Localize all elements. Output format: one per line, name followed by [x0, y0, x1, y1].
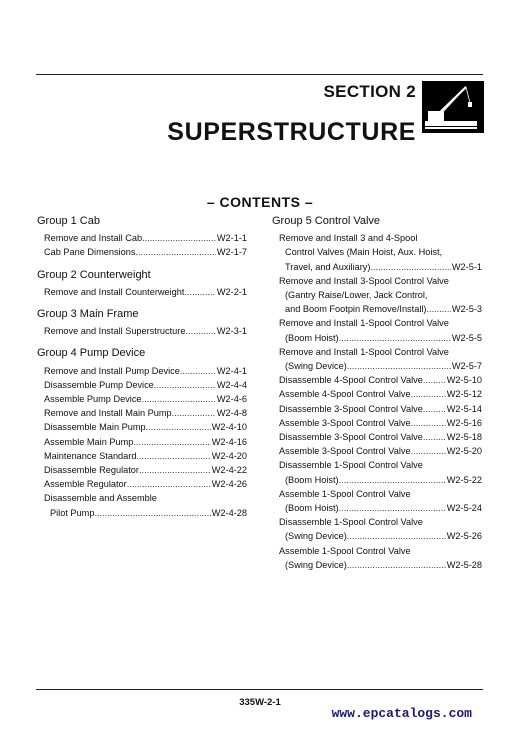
toc-entry-title: Cab Pane Dimensions [44, 247, 136, 258]
toc-entry-title: Remove and Install 3-Spool Control Valve [279, 275, 449, 286]
crane-icon [422, 81, 484, 133]
toc-page-ref: W2-2-1 [216, 286, 247, 297]
toc-entry-title: Assemble 3-Spool Control Valve [279, 446, 411, 457]
toc-entry[interactable] [37, 364, 247, 378]
toc-group-heading: Group 4 Pump Device [37, 347, 146, 360]
dot-leader [94, 506, 210, 520]
dot-leader [184, 285, 215, 299]
toc-entry[interactable] [272, 416, 482, 430]
toc-page-ref: W2-4-1 [216, 365, 247, 376]
dot-leader [339, 501, 446, 515]
toc-page-ref: W2-5-5 [451, 332, 482, 343]
dot-leader [127, 477, 211, 491]
toc-entry[interactable] [37, 477, 247, 491]
dot-leader [139, 463, 211, 477]
toc-entry[interactable] [272, 544, 482, 572]
toc-entry-title: Disassemble 4-Spool Control Valve [279, 375, 423, 386]
toc-entry[interactable] [37, 449, 247, 463]
toc-entry-title: (Boom Hoist) [285, 474, 339, 485]
dot-leader [154, 378, 216, 392]
toc-entry[interactable] [37, 392, 247, 406]
toc-entry[interactable] [272, 402, 482, 416]
toc-entry[interactable] [272, 430, 482, 444]
toc-group-heading: Group 3 Main Frame [37, 308, 139, 321]
dot-leader [347, 529, 446, 543]
dot-leader [370, 260, 450, 274]
dot-leader [347, 558, 446, 572]
toc-page-ref: W2-4-28 [211, 507, 247, 518]
dot-leader [180, 364, 216, 378]
toc-entry[interactable] [272, 458, 482, 486]
toc-entry-title: Disassemble 3-Spool Control Valve [279, 403, 423, 414]
dot-leader [426, 302, 450, 316]
dot-leader [347, 359, 451, 373]
toc-entry[interactable] [272, 387, 482, 401]
toc-entry[interactable] [272, 274, 482, 317]
toc-entry-title: Assemble 3-Spool Control Valve [279, 417, 411, 428]
toc-entry-title: (Boom Hoist) [285, 503, 339, 514]
toc-page-ref: W2-4-26 [211, 479, 247, 490]
toc-page-ref: W2-5-22 [446, 474, 482, 485]
toc-entry-title: Disassemble Pump Device [44, 379, 154, 390]
toc-entry-title: Disassemble and Assemble [44, 493, 157, 504]
dot-leader [133, 435, 210, 449]
dot-leader [423, 373, 446, 387]
dot-leader [172, 406, 216, 420]
dot-leader [423, 430, 446, 444]
toc-entry[interactable] [37, 435, 247, 449]
dot-leader [411, 387, 446, 401]
toc-page-ref: W2-5-20 [446, 446, 482, 457]
toc-entry-title: Travel, and Auxiliary) [285, 261, 371, 272]
toc-entry-title: (Swing Device) [285, 559, 347, 570]
toc-page-ref: W2-3-1 [216, 326, 247, 337]
watermark: www.epcatalogs.com [331, 706, 472, 721]
toc-entry-title: Remove and Install Counterweight [44, 286, 185, 297]
toc-entry-title: Remove and Install 1-Spool Control Valve [279, 346, 449, 357]
toc-entry-title: Disassemble 1-Spool Control Valve [279, 460, 423, 471]
toc-page-ref: W2-5-18 [446, 432, 482, 443]
toc-page-ref: W2-4-8 [216, 408, 247, 419]
toc-entry[interactable] [272, 373, 482, 387]
dot-leader [423, 402, 446, 416]
toc-page-ref: W2-5-7 [451, 361, 482, 372]
toc-page-ref: W2-1-7 [216, 247, 247, 258]
toc-left-column [37, 214, 247, 520]
toc-page-ref: W2-1-1 [216, 233, 247, 244]
section-label: SECTION 2 [323, 82, 416, 101]
toc-entry-title: Disassemble 1-Spool Control Valve [279, 517, 423, 528]
toc-entry-title: Assemble 4-Spool Control Valve [279, 389, 411, 400]
toc-right-column [272, 214, 482, 572]
toc-group-heading: Group 2 Counterweight [37, 268, 151, 281]
toc-entry-title: Disassemble 3-Spool Control Valve [279, 432, 423, 443]
toc-entry-title: Remove and Install 3 and 4-Spool [279, 233, 418, 244]
dot-leader [142, 392, 216, 406]
toc-page-ref: W2-5-12 [446, 389, 482, 400]
dot-leader [136, 449, 210, 463]
toc-entry-title: Control Valves (Main Hoist, Aux. Hoist, [285, 247, 443, 258]
toc-page-ref: W2-4-16 [211, 436, 247, 447]
toc-page-ref: W2-4-4 [216, 379, 247, 390]
dot-leader [339, 473, 446, 487]
toc-page-ref: W2-5-26 [446, 531, 482, 542]
toc-entry-title: Assemble 1-Spool Control Valve [279, 488, 411, 499]
toc-group-heading: Group 5 Control Valve [272, 215, 381, 227]
toc-page-ref: W2-4-6 [216, 394, 247, 405]
toc-entry-title: Disassemble Regulator [44, 465, 139, 476]
contents-heading: – CONTENTS – [206, 194, 314, 210]
toc-page-ref: W2-5-14 [446, 403, 482, 414]
toc-entry-title: Assemble Main Pump [44, 436, 134, 447]
toc-entry[interactable] [272, 444, 482, 458]
toc-entry-title: Disassemble Main Pump [44, 422, 146, 433]
toc-entry[interactable] [272, 231, 482, 274]
toc-entry[interactable] [272, 487, 482, 515]
toc-entry-title: (Swing Device) [285, 361, 347, 372]
dot-leader [339, 331, 451, 345]
page-number: 335W-2-1 [239, 697, 281, 708]
toc-page-ref: W2-4-10 [211, 422, 247, 433]
toc-entry[interactable] [37, 378, 247, 392]
toc-entry[interactable] [37, 420, 247, 434]
toc-page-ref: W2-4-22 [211, 465, 247, 476]
toc-entry-title: Remove and Install Pump Device [44, 365, 180, 376]
toc-page-ref: W2-5-16 [446, 417, 482, 428]
toc-entry[interactable] [272, 515, 482, 543]
top-rule [36, 74, 483, 75]
toc-entry-title: (Boom Hoist) [285, 332, 339, 343]
toc-entry[interactable] [37, 491, 247, 519]
dot-leader [411, 444, 446, 458]
toc-entry[interactable] [37, 231, 247, 245]
toc-entry-title: Pilot Pump [50, 507, 95, 518]
toc-entry[interactable] [37, 324, 247, 338]
bottom-rule [36, 689, 483, 690]
toc-page-ref: W2-5-1 [451, 261, 482, 272]
toc-entry[interactable] [37, 463, 247, 477]
dot-leader [185, 324, 215, 338]
toc-entry-title: (Gantry Raise/Lower, Jack Control, [285, 290, 428, 301]
toc-entry-title: Remove and Install Superstructure [44, 326, 186, 337]
dot-leader [135, 245, 215, 259]
toc-group-heading: Group 1 Cab [37, 215, 100, 227]
toc-page-ref: W2-5-3 [451, 304, 482, 315]
toc-entry-title: (Swing Device) [285, 531, 347, 542]
toc-entry-title: Maintenance Standard [44, 450, 137, 461]
toc-entry-title: Remove and Install Cab [44, 233, 143, 244]
dot-leader [411, 416, 446, 430]
toc-entry[interactable] [272, 345, 482, 373]
toc-entry[interactable] [272, 316, 482, 344]
toc-entry[interactable] [37, 406, 247, 420]
toc-entry-title: Assemble Regulator [44, 479, 127, 490]
dot-leader [146, 420, 211, 434]
toc-entry[interactable] [37, 285, 247, 299]
toc-entry-title: Assemble Pump Device [44, 394, 142, 405]
toc-page-ref: W2-4-20 [211, 450, 247, 461]
page-title: SUPERSTRUCTURE [167, 118, 416, 146]
toc-entry-title: Remove and Install 1-Spool Control Valve [279, 318, 449, 329]
toc-entry-title: Remove and Install Main Pump [44, 408, 172, 419]
toc-entry-title: Assemble 1-Spool Control Valve [279, 545, 411, 556]
dot-leader [142, 231, 216, 245]
toc-page-ref: W2-5-24 [446, 503, 482, 514]
toc-entry-title: and Boom Footpin Remove/Install) [285, 304, 427, 315]
toc-page-ref: W2-5-10 [446, 375, 482, 386]
toc-entry[interactable] [37, 245, 247, 259]
toc-page-ref: W2-5-28 [446, 559, 482, 570]
